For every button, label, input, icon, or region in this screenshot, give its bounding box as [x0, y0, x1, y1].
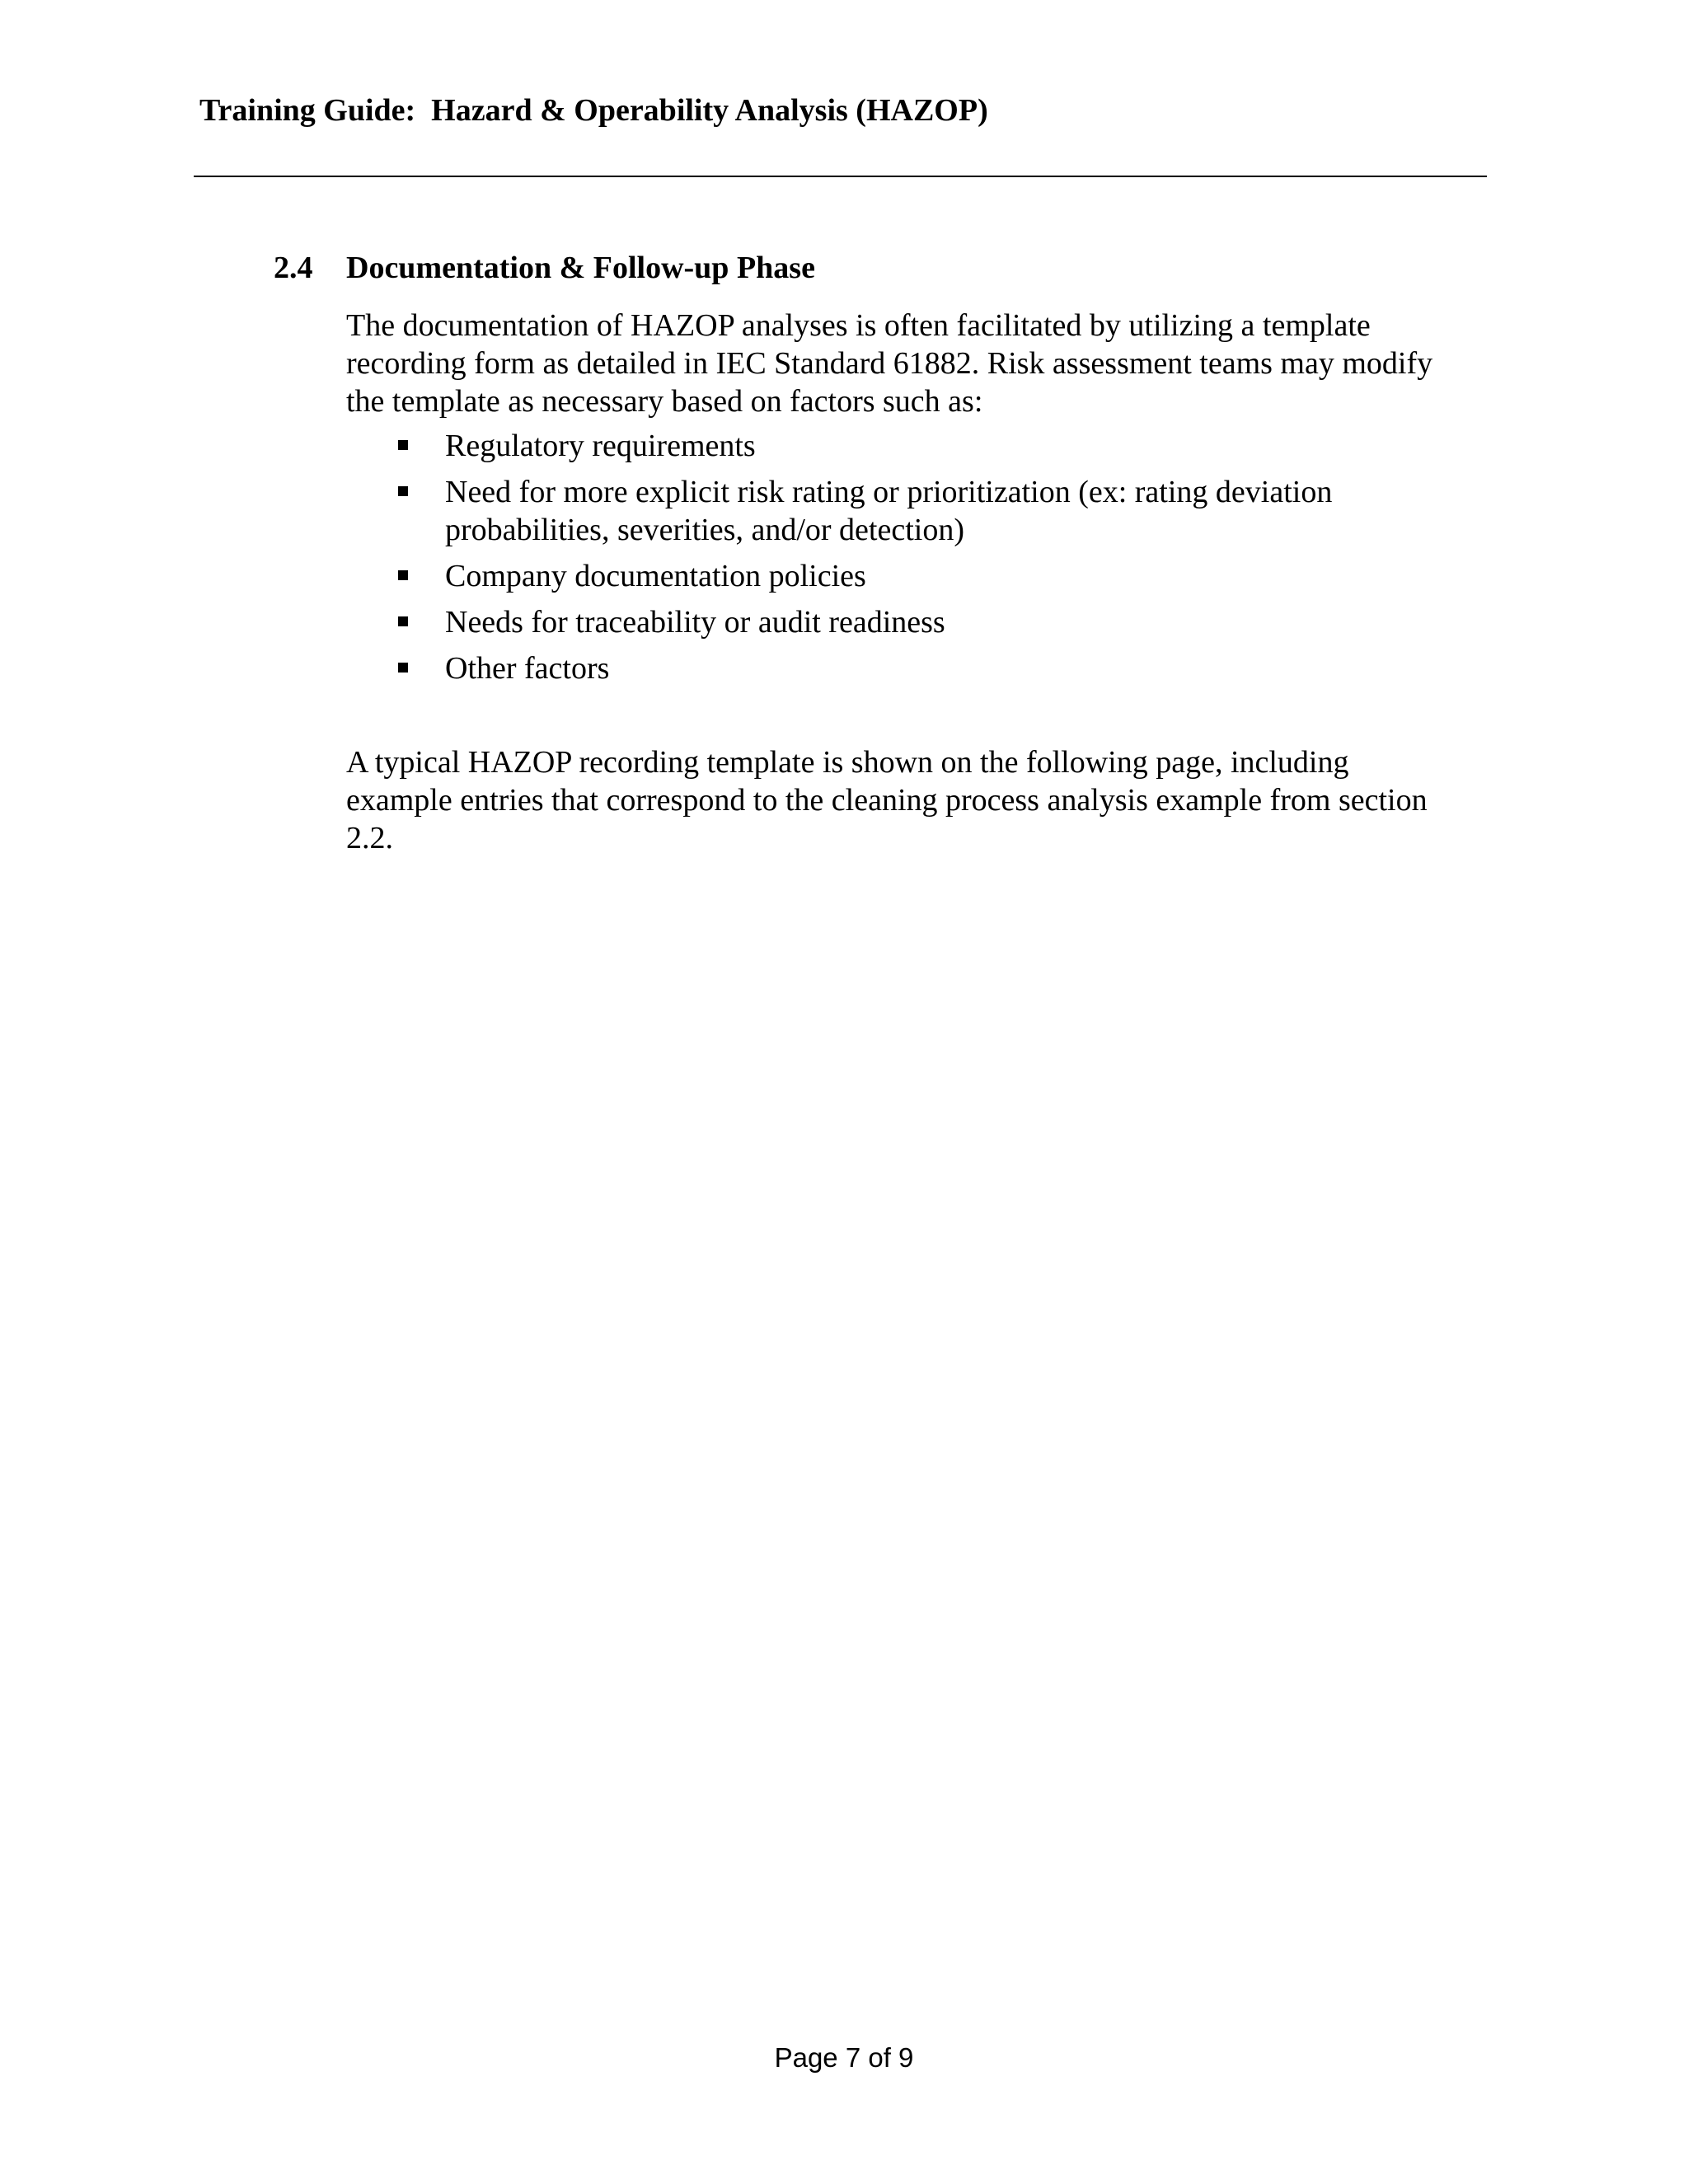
list-item-text: Other factors	[445, 651, 610, 686]
page-header-title: Training Guide: Hazard & Operability Analysis (HAZOP)	[199, 93, 988, 128]
list-item-text: Regulatory requirements	[445, 429, 756, 463]
intro-paragraph: The documentation of HAZOP analyses is often facilitated by utilizing a template recording form as detailed in IEC Standard 61882. Risk assessment teams may modify the template as necessary based on factors such as:	[346, 308, 1433, 419]
square-bullet-icon	[398, 663, 408, 673]
section-heading	[274, 250, 815, 288]
list-item	[346, 649, 1451, 687]
page-number: Page 7 of 9	[774, 2042, 914, 2073]
list-item	[346, 427, 1451, 465]
list-item	[346, 473, 1451, 549]
square-bullet-icon	[398, 616, 408, 626]
square-bullet-icon	[398, 570, 408, 580]
list-item-text: Company documentation policies	[445, 559, 866, 593]
square-bullet-icon	[398, 440, 408, 450]
list-item-text: Needs for traceability or audit readiness	[445, 605, 945, 640]
list-item-text: Need for more explicit risk rating or prioritization (ex: rating deviation probabilities, severities, and/or detection)	[445, 475, 1333, 547]
closing-paragraph: A typical HAZOP recording template is shown on the following page, including example entries that correspond to the cleaning process analysis example from section 2.2.	[346, 745, 1428, 855]
list-item	[346, 603, 1451, 641]
list-item	[346, 557, 1451, 595]
section-title: Documentation & Follow-up Phase	[346, 251, 815, 285]
factors-list	[346, 427, 1451, 696]
header-divider	[194, 176, 1487, 177]
section-number: 2.4	[274, 251, 313, 285]
square-bullet-icon	[398, 486, 408, 496]
